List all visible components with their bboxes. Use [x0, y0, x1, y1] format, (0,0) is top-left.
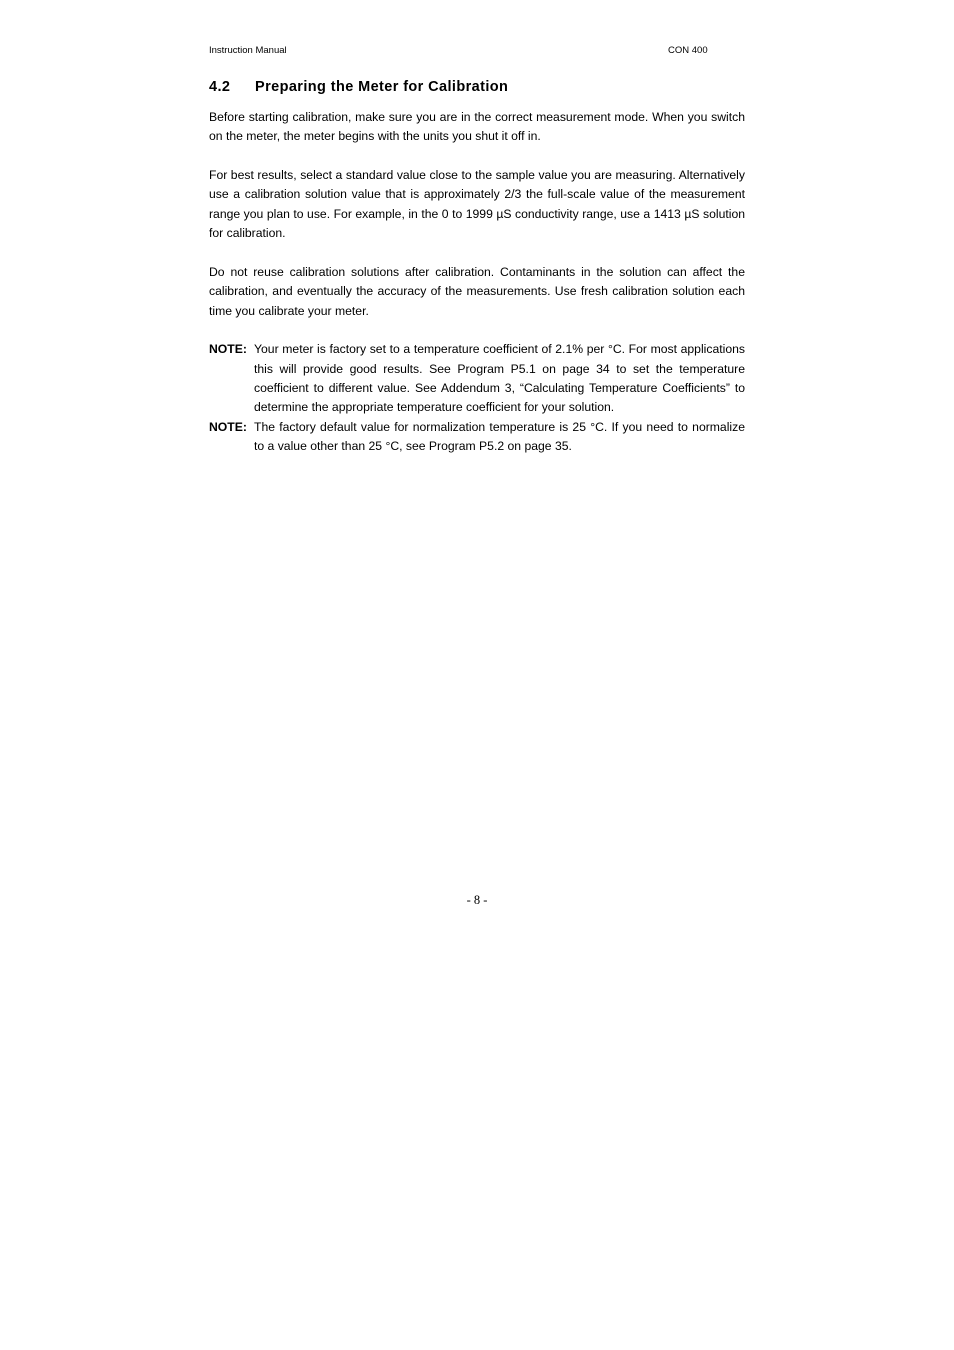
note-label: NOTE:	[209, 419, 247, 434]
page-number: - 8 -	[466, 893, 488, 907]
manual-title: Instruction Manual	[209, 45, 287, 56]
paragraph-standard-value: For best results, select a standard value close to the sample value you are measuring. Alternatively use a calibration solution value that is approximately 2/3 the full-scale value of the measurement range you plan to use. For example, in the 0 to 1999 µS conductivity range, use a 1413 µS solution for calibration.	[209, 168, 745, 241]
section-title: Preparing the Meter for Calibration	[255, 79, 509, 95]
section-number: 4.2	[209, 79, 231, 95]
note-temperature-coefficient	[209, 340, 745, 418]
page-body	[209, 108, 745, 457]
paragraph-reuse-solutions: Do not reuse calibration solutions after calibration. Contaminants in the solution can affect the calibration, and eventually the accuracy of the measurements. Use fresh calibration solution each time you calibrate your meter.	[209, 264, 745, 318]
note-label: NOTE:	[209, 342, 247, 357]
note-normalization-temperature	[209, 418, 745, 457]
running-header	[209, 45, 745, 59]
section-heading	[209, 79, 508, 95]
note-text: The factory default value for normalization temperature is 25 °C. If you need to normalize to a value other than 25 °C, see Program P5.2 on page 35.	[254, 419, 745, 454]
note-text: Your meter is factory set to a temperature coefficient of 2.1% per °C. For most applications this will provide good results. See Program P5.1 on page 34 to set the temperature coefficient to different value. See Addendum 3, “Calculating Temperature Coefficients” to determine the appropriate temperature coefficient for your solution.	[254, 342, 745, 415]
product-model: CON 400	[668, 45, 708, 56]
paragraph-measurement-mode: Before starting calibration, make sure you are in the correct measurement mode. When you switch on the meter, the meter begins with the units you shut it off in.	[209, 110, 745, 144]
